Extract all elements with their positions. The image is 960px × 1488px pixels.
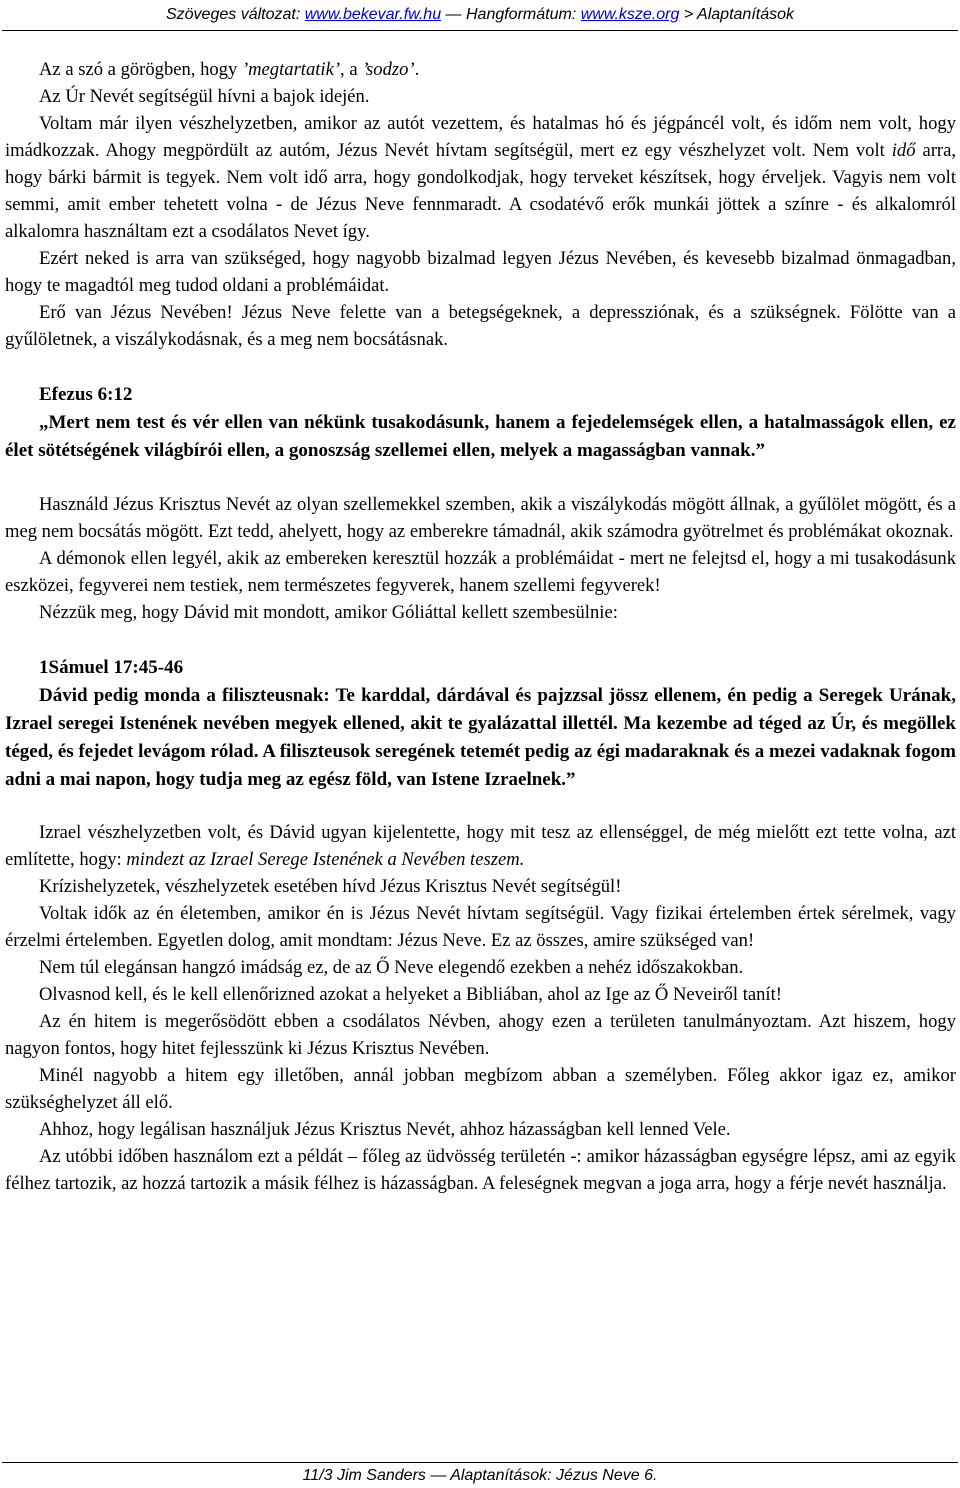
ksze-link[interactable]: www.ksze.org	[580, 6, 680, 23]
page-header	[0, 0, 960, 30]
header-middle: — Hangformátum:	[441, 6, 581, 23]
paragraph: Az Úr Nevét segítségül hívni a bajok idején.	[39, 86, 370, 107]
paragraph: Krízishelyzetek, vészhelyzetek esetében hívd Jézus Krisztus Nevét segítségül!	[39, 876, 622, 897]
document-body	[5, 56, 956, 1197]
header-prefix: Szöveges változat:	[165, 6, 305, 23]
paragraph: Ezért neked is arra van szükséged, hogy nagyobb bizalmad legyen Jézus Nevében, és kevesebb bizalmad önmagadban, hogy te magadtól meg tudod oldani a problémáidat.	[5, 248, 956, 296]
paragraph: Használd Jézus Krisztus Nevét az olyan szellemekkel szemben, akik a viszálykodás mögött állnak, a gyűlölet mögött, és a meg nem bocsátás mögött. Ezt tedd, ahelyett, hogy az emberekre támadnál, akik számodra gyötrelmet és problémákat okoznak.	[5, 494, 956, 542]
paragraph: A démonok ellen legyél, akik az embereken keresztül hozzák a problémáidat - mert ne felejtsd el, hogy a mi tusakodásunk eszközei, fegyverei nem testiek, nem természetes fegyverek, hanem szellemi fegyverek!	[5, 548, 956, 596]
scripture-reference: Efezus 6:12	[39, 384, 133, 405]
page-footer	[0, 1454, 960, 1488]
paragraph: Az én hitem is megerősödött ebben a csodálatos Névben, ahogy ezen a területen tanulmányoztam. Azt hiszem, hogy nagyon fontos, hogy hitet fejlesszünk ki Jézus Krisztus Nevében.	[5, 1011, 956, 1059]
footer-rule	[2, 1462, 958, 1463]
scripture-quote: „Mert nem test és vér ellen van nékünk tusakodásunk, hanem a fejedelemségek ellen, a hatalmasságok ellen, ez élet sötétségének világbírói ellen, a gonoszság szellemei ellen, melyek a magasságban vannak.”	[5, 412, 956, 461]
paragraph: Erő van Jézus Nevében! Jézus Neve felette van a betegségeknek, a depressziónak, és a szükségnek. Fölötte van a gyűlöletnek, a viszálykodásnak, és a meg nem bocsátásnak.	[5, 302, 956, 350]
paragraph: Voltak idők az én életemben, amikor én is Jézus Nevét hívtam segítségül. Vagy fizikai értelemben értek sérelmek, vagy érzelmi értelemben. Egyetlen dolog, amit mondtam: Jézus Neve. Ez az összes, amire szükséged van!	[5, 903, 956, 951]
paragraph: Minél nagyobb a hitem egy illetőben, annál jobban megbízom abban a személyben. Főleg akkor igaz ez, amikor szükséghelyzet áll elő.	[5, 1065, 956, 1113]
paragraph: Nézzük meg, hogy Dávid mit mondott, amikor Góliáttal kellett szembesülnie:	[39, 602, 618, 623]
paragraph: Az utóbbi időben használom ezt a példát – főleg az üdvösség területén -: amikor házasságban egységre lépsz, ami az egyik félhez tartozik, az hozzá tartozik a másik félhez is házasságban. A feleségnek megvan a joga arra, hogy a férje nevét használja.	[5, 1146, 956, 1194]
header-rule	[2, 30, 958, 31]
footer-text: 11/3 Jim Sanders — Alaptanítások: Jézus Neve 6.	[302, 1467, 658, 1484]
paragraph: Az a szó a görögben, hogy ’megtartatik’, a ’sodzo’.	[39, 59, 420, 80]
paragraph: Olvasnod kell, és le kell ellenőrizned azokat a helyeket a Bibliában, ahol az Ige az Ő Neveiről tanít!	[39, 984, 782, 1005]
scripture-reference: 1Sámuel 17:45-46	[39, 657, 184, 678]
paragraph: Nem túl elegánsan hangzó imádság ez, de az Ő Neve elegendő ezekben a nehéz időszakokban.	[39, 957, 744, 978]
paragraph: Izrael vészhelyzetben volt, és Dávid ugyan kijelentette, hogy mit tesz az ellenséggel, de még mielőtt ezt tette volna, azt említette, hogy: mindezt az Izrael Serege Istenének a Nevében teszem.	[5, 822, 956, 870]
paragraph: Ahhoz, hogy legálisan használjuk Jézus Krisztus Nevét, ahhoz házasságban kell lenned Vele.	[39, 1119, 731, 1140]
paragraph: Voltam már ilyen vészhelyzetben, amikor az autót vezettem, és hatalmas hó és jégpáncél volt, és időm nem volt, hogy imádkozzak. Ahogy megpördült az autóm, Jézus Nevét hívtam segítségül, mert ez egy vészhelyzet volt. Nem volt idő arra, hogy bárki bármit is tegyek. Nem volt idő arra, hogy gondolkodjak, hogy terveket készítsek, hogy érveljek. Vagyis nem volt semmi, amit ember tehetett volna - de Jézus Neve fennmaradt. A csodatévő erők munkái jöttek a színre - és alkalomról alkalomra használtam ezt a csodálatos Nevet így.	[5, 113, 956, 242]
header-suffix: > Alaptanítások	[679, 6, 794, 23]
bekevar-link[interactable]: www.bekevar.fw.hu	[304, 6, 442, 23]
scripture-quote: Dávid pedig monda a filiszteusnak: Te karddal, dárdával és pajzzsal jössz ellenem, én pedig a Seregek Urának, Izrael seregei Istenének nevében megyek ellened, akit te gyalázattal illettél. Ma kezembe ad téged az Úr, és megöllek téged, és fejedet levágom rólad. A filiszteusok seregének tetemét pedig az égi madaraknak és a mezei vadaknak fogom adni a mai napon, hogy tudja meg az egész föld, van Istene Izraelnek.”	[5, 685, 956, 790]
